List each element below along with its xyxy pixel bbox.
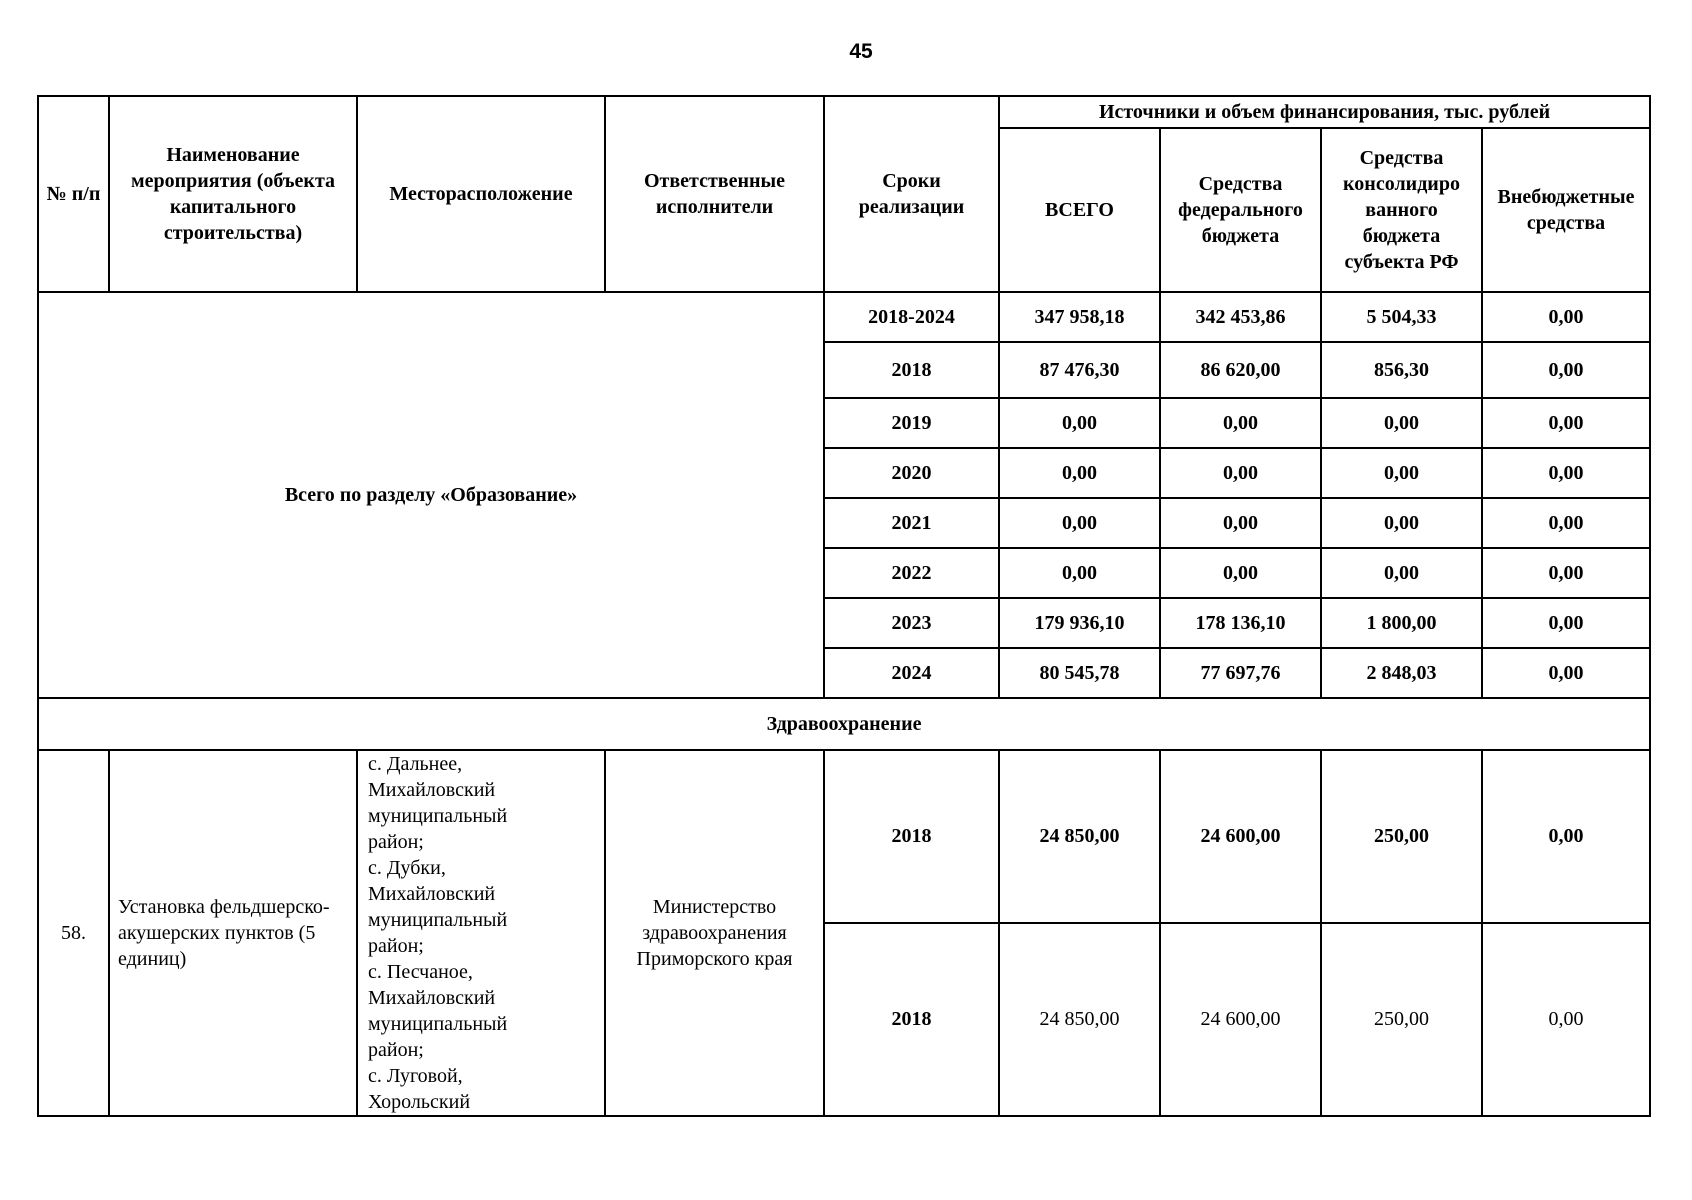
consolidated-cell: 0,00 xyxy=(1321,498,1482,548)
location-line: Хорольский xyxy=(368,1091,471,1113)
total-cell: 24 850,00 xyxy=(999,750,1160,923)
header-name: Наименование мероприятия (объекта капитального строительства) xyxy=(109,96,357,292)
consolidated-cell: 2 848,03 xyxy=(1321,648,1482,698)
extrabudget-cell: 0,00 xyxy=(1482,292,1650,342)
consolidated-cell: 250,00 xyxy=(1321,923,1482,1116)
header-sources-group: Источники и объем финансирования, тыс. рублей xyxy=(999,96,1650,128)
total-cell: 0,00 xyxy=(999,398,1160,448)
item-location xyxy=(357,750,605,1116)
item-row xyxy=(38,750,1650,923)
location-line: район; xyxy=(368,935,424,957)
total-cell: 87 476,30 xyxy=(999,342,1160,398)
location-line: с. Луговой, xyxy=(368,1065,463,1087)
period-cell: 2018 xyxy=(824,342,999,398)
federal-cell: 24 600,00 xyxy=(1160,750,1321,923)
consolidated-cell: 0,00 xyxy=(1321,398,1482,448)
consolidated-cell: 1 800,00 xyxy=(1321,598,1482,648)
location-line: муниципальный xyxy=(368,1013,508,1035)
extrabudget-cell: 0,00 xyxy=(1482,750,1650,923)
section-total-label: Всего по разделу «Образование» xyxy=(38,292,824,698)
consolidated-cell: 250,00 xyxy=(1321,750,1482,923)
location-line: район; xyxy=(368,831,424,853)
location-line: муниципальный xyxy=(368,805,508,827)
extrabudget-cell: 0,00 xyxy=(1482,598,1650,648)
header-row-1 xyxy=(38,96,1650,128)
location-line: Михайловский xyxy=(368,883,496,905)
extrabudget-cell: 0,00 xyxy=(1482,648,1650,698)
header-num: № п/п xyxy=(38,96,109,292)
section-heading-row xyxy=(38,698,1650,750)
period-cell: 2018 xyxy=(824,750,999,923)
period-cell: 2019 xyxy=(824,398,999,448)
item-number: 58. xyxy=(38,750,109,1116)
header-consolidated: Средства консолидиро ванного бюджета субъекта РФ xyxy=(1321,128,1482,292)
total-cell: 0,00 xyxy=(999,548,1160,598)
federal-cell: 342 453,86 xyxy=(1160,292,1321,342)
federal-cell: 0,00 xyxy=(1160,498,1321,548)
location-line: район; xyxy=(368,1039,424,1061)
total-cell: 179 936,10 xyxy=(999,598,1160,648)
header-federal: Средства федерального бюджета xyxy=(1160,128,1321,292)
period-cell: 2022 xyxy=(824,548,999,598)
consolidated-cell: 5 504,33 xyxy=(1321,292,1482,342)
item-responsible: Министерство здравоохранения Приморского края xyxy=(605,750,824,1116)
extrabudget-cell: 0,00 xyxy=(1482,398,1650,448)
page-number: 45 xyxy=(849,40,873,63)
location-line: с. Дубки, xyxy=(368,857,446,879)
item-name: Установка фельдшерско-акушерских пунктов (5 единиц) xyxy=(109,750,357,1116)
total-cell: 0,00 xyxy=(999,498,1160,548)
federal-cell: 24 600,00 xyxy=(1160,923,1321,1116)
location-line: Михайловский xyxy=(368,987,496,1009)
header-terms: Сроки реализации xyxy=(824,96,999,292)
extrabudget-cell: 0,00 xyxy=(1482,923,1650,1116)
federal-cell: 0,00 xyxy=(1160,398,1321,448)
federal-cell: 86 620,00 xyxy=(1160,342,1321,398)
extrabudget-cell: 0,00 xyxy=(1482,548,1650,598)
period-cell: 2023 xyxy=(824,598,999,648)
financing-table xyxy=(37,95,1651,1117)
period-cell: 2024 xyxy=(824,648,999,698)
section-heading: Здравоохранение xyxy=(38,698,1650,750)
consolidated-cell: 0,00 xyxy=(1321,448,1482,498)
extrabudget-cell: 0,00 xyxy=(1482,448,1650,498)
header-responsible: Ответственные исполнители xyxy=(605,96,824,292)
header-total: ВСЕГО xyxy=(999,128,1160,292)
federal-cell: 178 136,10 xyxy=(1160,598,1321,648)
period-cell: 2018-2024 xyxy=(824,292,999,342)
total-cell: 24 850,00 xyxy=(999,923,1160,1116)
period-cell: 2021 xyxy=(824,498,999,548)
location-line: Михайловский xyxy=(368,779,496,801)
extrabudget-cell: 0,00 xyxy=(1482,498,1650,548)
federal-cell: 0,00 xyxy=(1160,448,1321,498)
total-cell: 80 545,78 xyxy=(999,648,1160,698)
total-cell: 347 958,18 xyxy=(999,292,1160,342)
location-line: с. Песчаное, xyxy=(368,961,473,983)
section-total-row xyxy=(38,292,1650,342)
total-cell: 0,00 xyxy=(999,448,1160,498)
location-line: муниципальный xyxy=(368,909,508,931)
federal-cell: 77 697,76 xyxy=(1160,648,1321,698)
header-location: Месторасположение xyxy=(357,96,605,292)
location-line: с. Дальнее, xyxy=(368,753,463,775)
period-cell: 2018 xyxy=(824,923,999,1116)
federal-cell: 0,00 xyxy=(1160,548,1321,598)
consolidated-cell: 0,00 xyxy=(1321,548,1482,598)
consolidated-cell: 856,30 xyxy=(1321,342,1482,398)
extrabudget-cell: 0,00 xyxy=(1482,342,1650,398)
header-extrabudget: Внебюджетные средства xyxy=(1482,128,1650,292)
period-cell: 2020 xyxy=(824,448,999,498)
